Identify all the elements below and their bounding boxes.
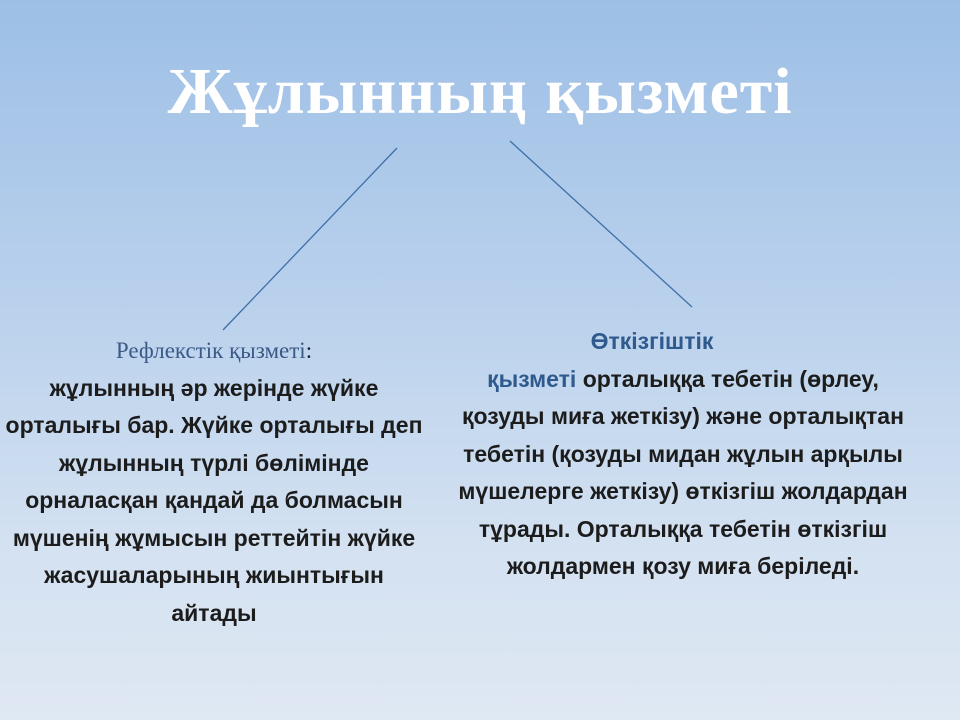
reflex-function-heading-colon: :	[305, 338, 313, 363]
reflex-function-body: жұлынның әр жерінде жүйке орталығы бар. Жүйке орталығы деп жұлынның түрлі бөлімінде орналасқан қандай да болмасын мүшенің жұмысын реттейтін жүйке жасушаларының жиынтығын айтады	[5, 374, 423, 626]
slide-title: Жұлынның қызметі	[167, 55, 793, 128]
conduction-function-text: орталыққа тебетін (өрлеу, қозуды миға жеткізу) және орталықтан тебетін (қозуды мидан жұлын арқылы мүшелерге жеткізу) өткізгіш жолдардан тұрады. Орталыққа тебетін өткізгіш жолдармен қозу миға беріледі.	[458, 365, 908, 579]
conduction-function-body	[458, 366, 907, 580]
reflex-function-block	[4, 332, 424, 632]
reflex-function-heading-text: Рефлекстік қызметі	[115, 338, 306, 363]
conduction-function-heading-continued: қызметі	[487, 365, 577, 392]
reflex-function-heading	[4, 332, 424, 370]
connector-line-left	[223, 148, 397, 330]
connector-line-right	[510, 141, 692, 307]
conduction-function-block	[448, 323, 918, 586]
conduction-function-heading: Өткізгіштік	[590, 328, 714, 354]
